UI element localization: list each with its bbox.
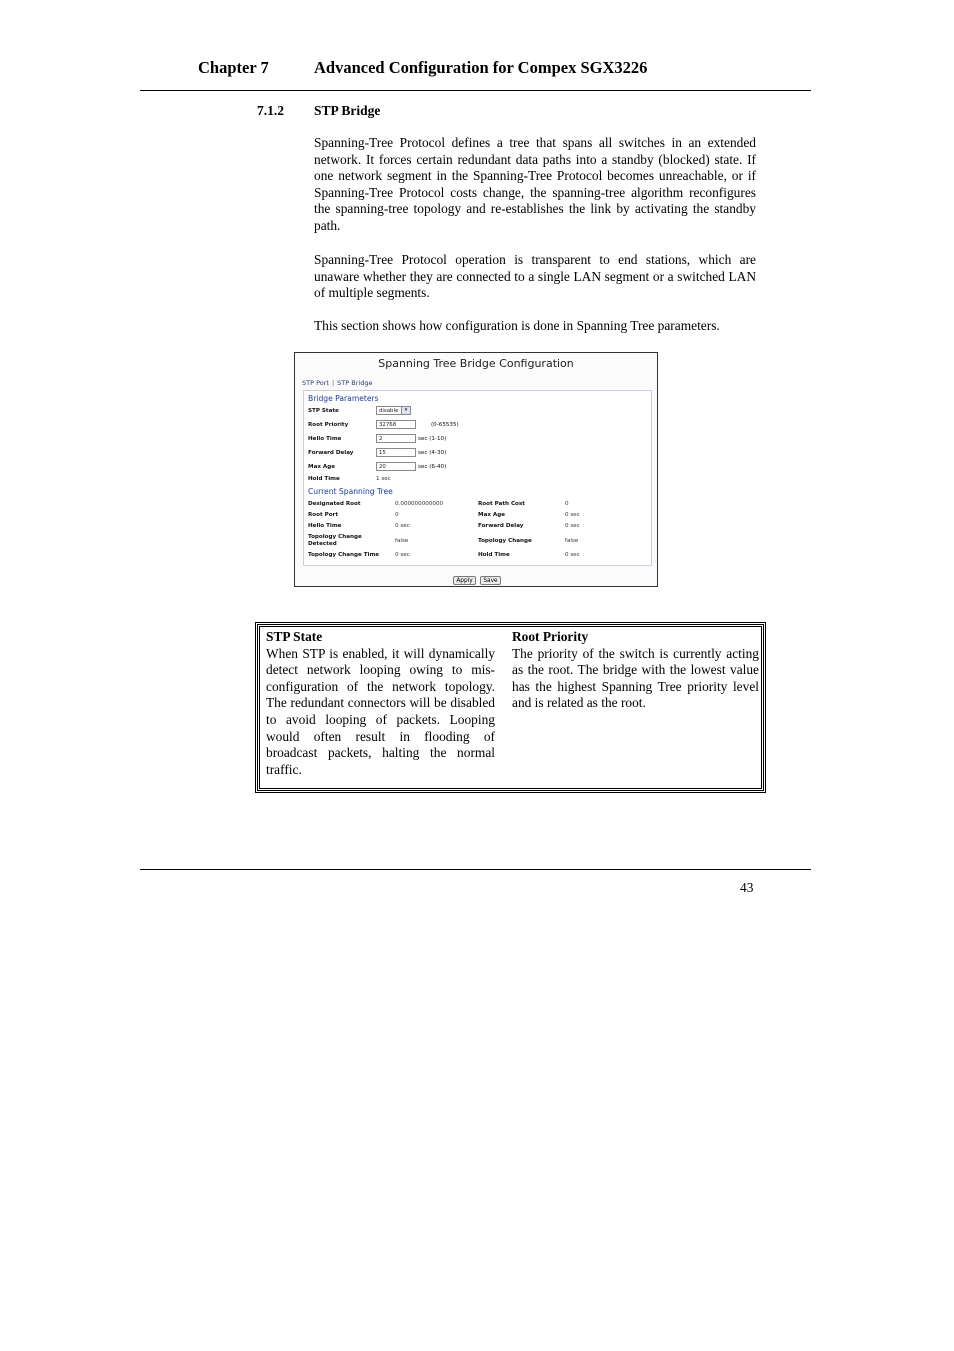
root-port-value: 0	[395, 512, 399, 518]
current-forward-delay-label: Forward Delay	[478, 523, 524, 529]
stp-state-select[interactable]	[376, 406, 411, 415]
paragraph-section-note: This section shows how configuration is done in Spanning Tree parameters.	[314, 318, 720, 333]
screenshot-tabs	[302, 379, 372, 387]
forward-delay-label: Forward Delay	[308, 450, 354, 456]
current-spanning-tree-heading: Current Spanning Tree	[308, 487, 393, 496]
current-max-age-value: 0 sec	[565, 512, 580, 518]
chevron-down-icon: ▾	[401, 407, 410, 414]
paragraph-transparency: Spanning-Tree Protocol operation is transparent to end stations, which are unaware whether they are connected to a single LAN segment or a switched LAN of multiple segments.	[314, 252, 756, 301]
bridge-parameters-heading: Bridge Parameters	[308, 394, 379, 403]
topology-change-detected-value: false	[395, 538, 409, 544]
topology-change-value: false	[565, 538, 579, 544]
max-age-hint: sec (6-40)	[418, 464, 447, 470]
header-rule	[140, 90, 811, 91]
tab-separator: |	[331, 379, 335, 387]
root-priority-description: The priority of the switch is currently acting as the root. The bridge with the lowest value has the highest Spanning Tree priority level and is related as the root.	[512, 645, 759, 711]
forward-delay-hint: sec (4-30)	[418, 450, 447, 456]
current-hold-time-value: 0 sec	[565, 552, 580, 558]
topology-change-label: Topology Change	[478, 538, 532, 544]
screenshot-title: Spanning Tree Bridge Configuration	[378, 357, 574, 370]
current-hello-time-value: 0 sec	[395, 523, 410, 529]
hello-time-input[interactable]: 2	[376, 434, 416, 443]
parameter-description-table	[255, 622, 766, 793]
config-panel	[303, 390, 652, 566]
chapter-title: Advanced Configuration for Compex SGX3226	[314, 58, 648, 77]
topology-change-time-value: 0 sec	[395, 552, 410, 558]
tab-stp-bridge[interactable]: STP Bridge	[337, 379, 373, 387]
table-inner-border	[259, 626, 762, 789]
root-path-cost-label: Root Path Cost	[478, 501, 525, 507]
stp-state-cell	[266, 629, 495, 778]
stp-state-label: STP State	[308, 408, 339, 414]
hold-time-label: Hold Time	[308, 476, 340, 482]
save-button[interactable]: Save	[480, 576, 501, 585]
root-port-label: Root Port	[308, 512, 338, 518]
current-hello-time-label: Hello Time	[308, 523, 342, 529]
section-number: 7.1.2	[257, 103, 284, 118]
section-title: STP Bridge	[314, 103, 381, 118]
topology-change-time-label: Topology Change Time	[308, 552, 380, 558]
stp-bridge-screenshot	[294, 352, 658, 587]
max-age-label: Max Age	[308, 464, 336, 470]
hello-time-hint: sec (1-10)	[418, 436, 447, 442]
root-priority-cell	[512, 629, 759, 712]
chapter-label: Chapter 7	[198, 58, 269, 77]
designated-root-label: Designated Root	[308, 501, 361, 507]
forward-delay-input[interactable]: 15	[376, 448, 416, 457]
root-priority-input[interactable]: 32768	[376, 420, 416, 429]
root-priority-heading: Root Priority	[512, 629, 589, 644]
footer-rule	[140, 869, 811, 870]
apply-button[interactable]: Apply	[453, 576, 476, 585]
page-number: 43	[740, 880, 754, 895]
paragraph-intro: Spanning-Tree Protocol defines a tree that spans all switches in an extended network. It forces certain redundant data paths into a standby (blocked) state. If one network segment in the Spanning-Tree Protocol becomes unreachable, or if Spanning-Tree Protocol costs change, the spanning-tree algorithm reconfigures the spanning-tree topology and re-establishes the link by activating the standby path.	[314, 135, 756, 233]
topology-change-detected-label-line2: Detected	[308, 541, 337, 547]
root-priority-label: Root Priority	[308, 422, 349, 428]
current-hold-time-label: Hold Time	[478, 552, 510, 558]
hold-time-value: 1 sec	[376, 476, 391, 482]
stp-state-heading: STP State	[266, 629, 323, 644]
max-age-input[interactable]: 20	[376, 462, 416, 471]
current-max-age-label: Max Age	[478, 512, 506, 518]
stp-state-description: When STP is enabled, it will dynamically detect network looping owing to mis-configuration of the network topology. The redundant connectors will be disabled to avoid looping of packets. Looping would often result in flooding of broadcast packets, halting the normal traffic.	[266, 645, 495, 777]
root-priority-hint: (0-65535)	[431, 422, 459, 428]
designated-root-value: 0.000000000000	[395, 501, 444, 507]
stp-state-value: disable	[379, 408, 399, 414]
root-path-cost-value: 0	[565, 501, 569, 507]
current-forward-delay-value: 0 sec	[565, 523, 580, 529]
hello-time-label: Hello Time	[308, 436, 342, 442]
tab-stp-port[interactable]: STP Port	[302, 379, 329, 387]
topology-change-detected-label-line1: Topology Change	[308, 534, 362, 540]
